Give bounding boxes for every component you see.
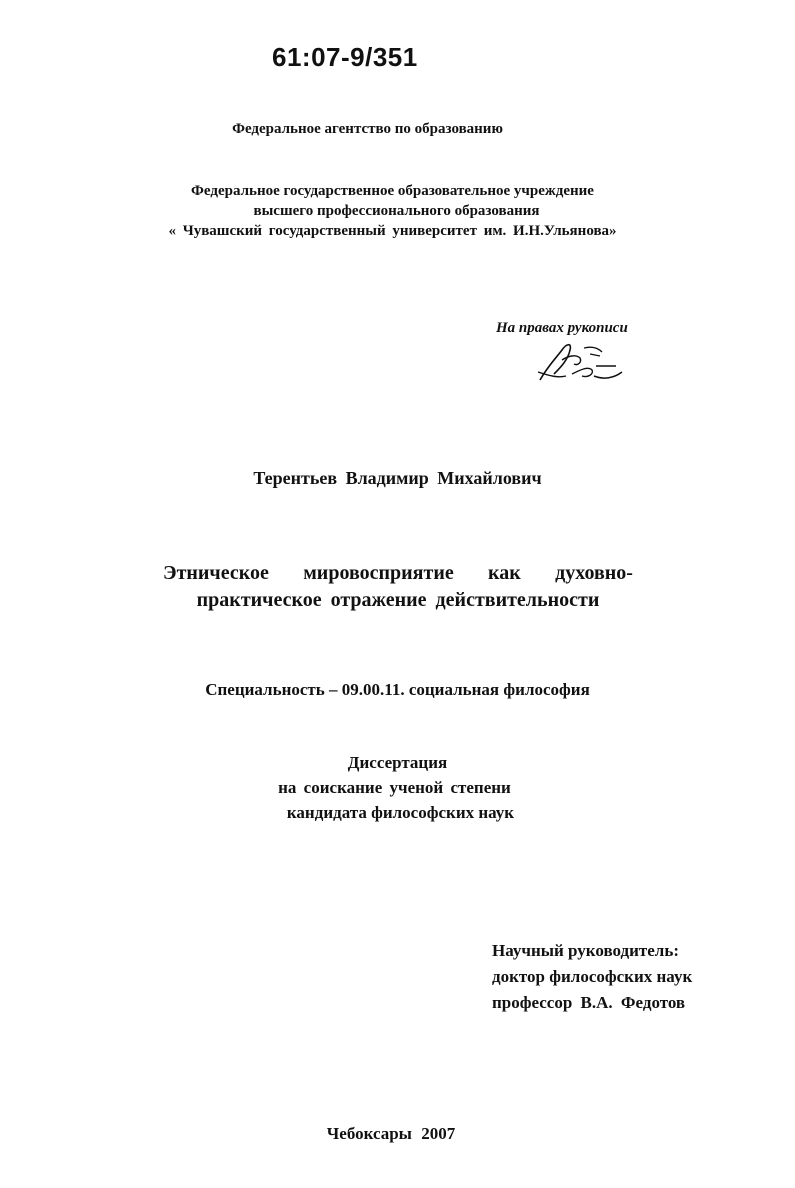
title-line-2: практическое отражение действительности xyxy=(196,589,600,611)
specialty-line: Специальность – 09.00.11. социальная философия xyxy=(205,680,590,699)
degree-block xyxy=(0,750,795,825)
institution-line-1: Федеральное государственное образовательное учреждение xyxy=(191,183,594,199)
degree-line-1: Диссертация xyxy=(347,753,448,772)
archive-stamp-number: 61:07-9/351 xyxy=(272,42,418,72)
title-word: духовно- xyxy=(555,562,633,584)
scientific-advisor-block xyxy=(492,938,692,1016)
title-line-1 xyxy=(163,560,633,587)
handwritten-signature xyxy=(532,336,628,386)
agency-name: Федеральное агентство по образованию xyxy=(232,121,503,137)
institution-block xyxy=(0,181,785,241)
title-word: мировосприятие xyxy=(303,562,454,584)
degree-line-2: на соискание ученой степени xyxy=(278,778,511,797)
advisor-line-1: Научный руководитель: xyxy=(492,941,679,960)
author-name: Терентьев Владимир Михайлович xyxy=(253,468,542,488)
institution-line-2: высшего профессионального образования xyxy=(253,203,540,219)
dissertation-title xyxy=(163,560,633,614)
title-word: как xyxy=(488,562,521,584)
institution-line-3: « Чувашский государственный университет им. И.Н.Ульянова» xyxy=(168,223,617,239)
advisor-line-2: доктор философских наук xyxy=(492,967,693,986)
city-year: Чебоксары 2007 xyxy=(326,1124,456,1143)
degree-line-3: кандидата философских наук xyxy=(286,803,515,822)
manuscript-rights-note: На правах рукописи xyxy=(496,320,628,336)
advisor-line-3: профессор В.А. Федотов xyxy=(492,993,686,1012)
title-word: Этническое xyxy=(163,562,269,584)
